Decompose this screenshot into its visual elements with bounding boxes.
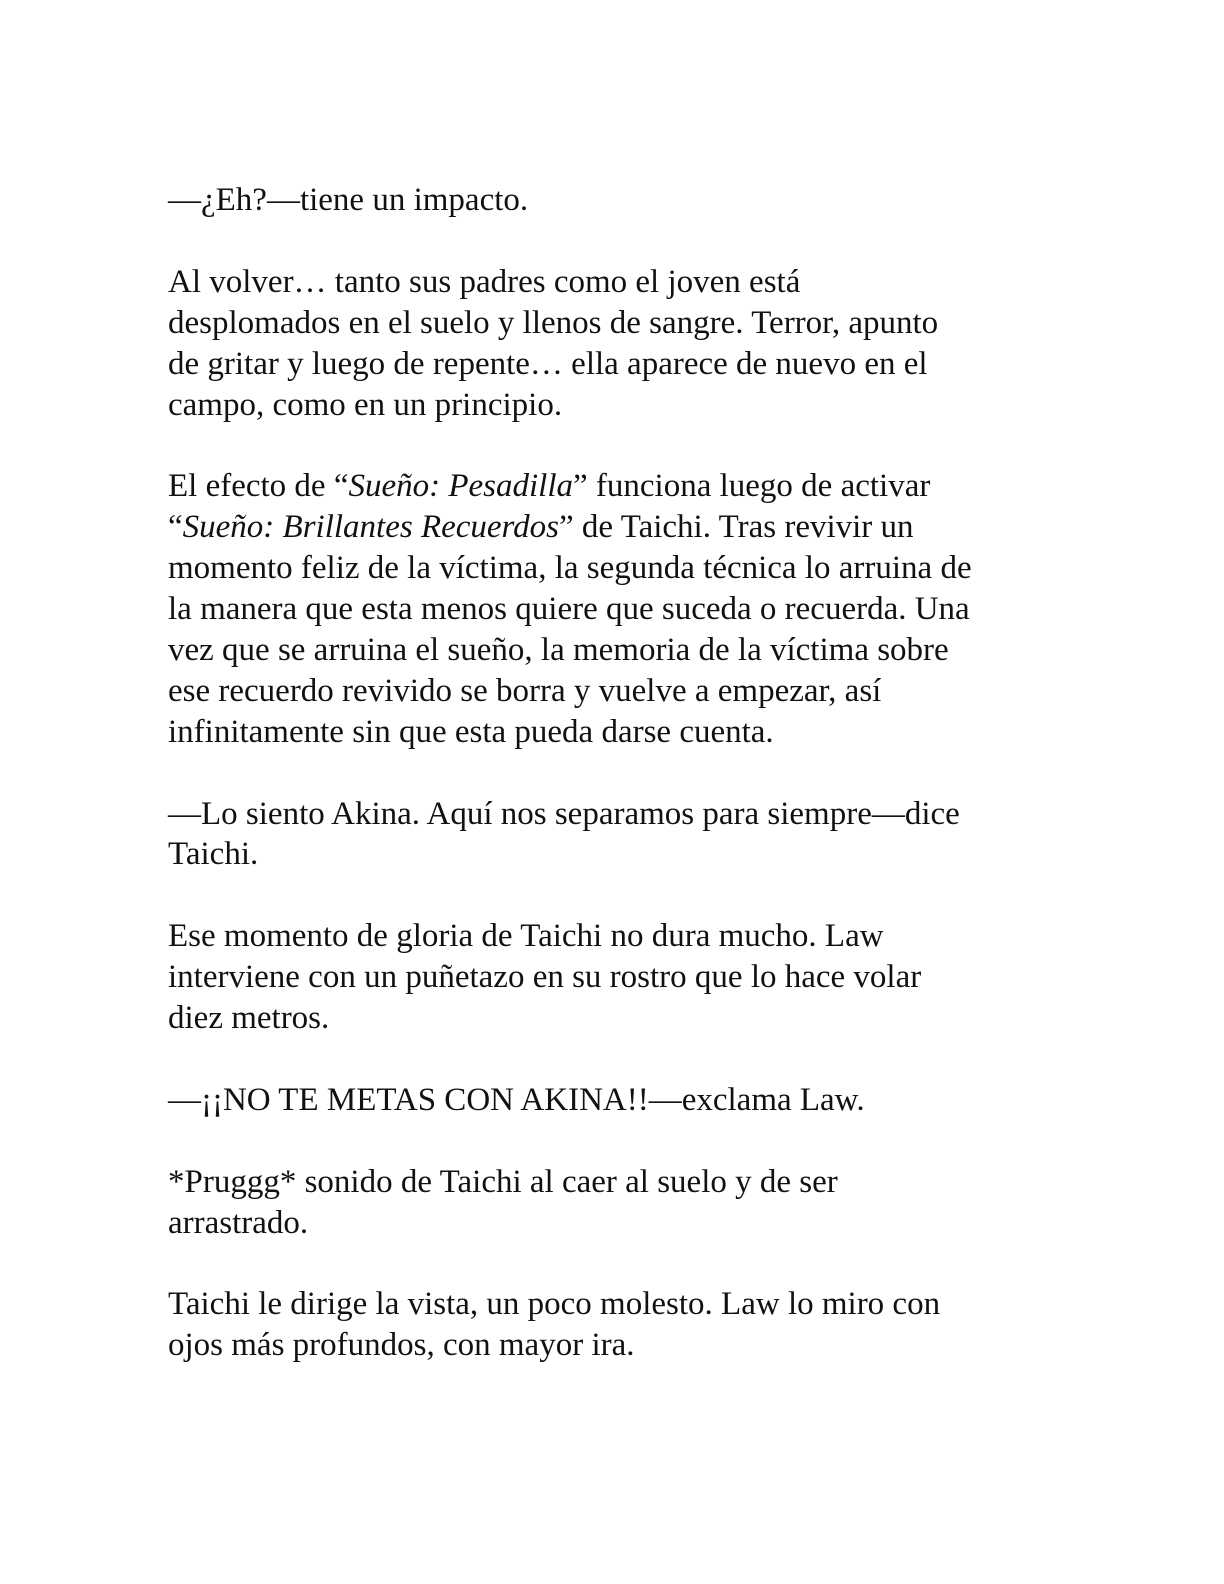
paragraph-3-text-c: ” funciona luego de activar “: [168, 468, 931, 546]
paragraph-3: [168, 466, 1048, 752]
paragraph-2: Al volver… tanto sus padres como el joven está desplomados en el suelo y llenos de sangre. Terror, apunto de gritar y luego de repente… ella aparece de nuevo en el campo, como en un principio.: [168, 263, 939, 423]
paragraph-1: —¿Eh?—tiene un impacto.: [168, 182, 529, 218]
paragraph-3-text-a: El efecto de “: [168, 468, 349, 505]
paragraph-5: Ese momento de gloria de Taichi no dura mucho. Law interviene con un puñetazo en su rostro que lo hace volar diez metros.: [168, 918, 922, 1037]
paragraph-7: *Pruggg* sonido de Taichi al caer al suelo y de ser arrastrado.: [168, 1163, 838, 1241]
paragraph-6: —¡¡NO TE METAS CON AKINA!!—exclama Law.: [168, 1081, 865, 1118]
paragraph-4: —Lo siento Akina. Aquí nos separamos para siempre—dice Taichi.: [168, 795, 960, 873]
technique-name-brillantes-recuerdos: Sueño: Brillantes Recuerdos: [182, 509, 560, 546]
paragraph-8: Taichi le dirige la vista, un poco molesto. Law lo miro con ojos más profundos, con mayor ira.: [168, 1286, 941, 1364]
document-page: [168, 180, 1048, 1366]
technique-name-pesadilla: Sueño: Pesadilla: [348, 468, 574, 505]
paragraph-3-text-e: ” de Taichi. Tras revivir un momento feliz de la víctima, la segunda técnica lo arruina de la manera que esta menos quiere que suceda o recuerda. Una vez que se arruina el sueño, la memoria de la víctima sobre ese recuerdo revivido se borra y vuelve a empezar, así infinitamente sin que esta pueda darse cuenta.: [168, 509, 972, 750]
